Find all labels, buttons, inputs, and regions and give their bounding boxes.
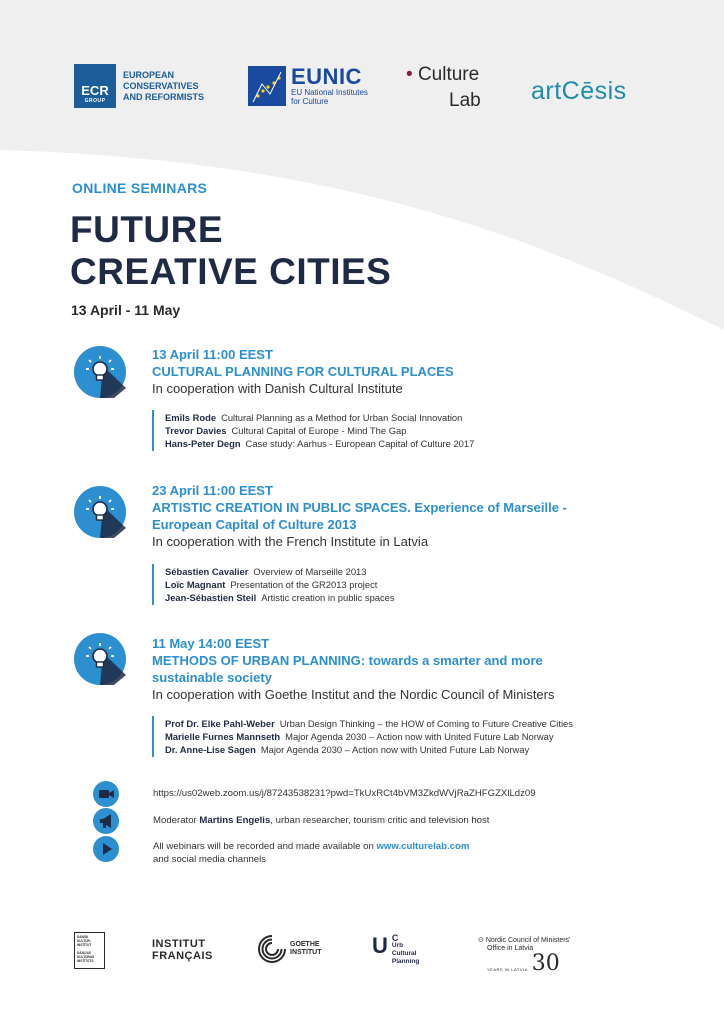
speaker-row: Emīls Rode Cultural Planning as a Method for Urban Social Innovation xyxy=(165,412,463,423)
session-3-speakers xyxy=(152,716,642,757)
eunic-wordmark: EUNIC EU National Institutes for Culture xyxy=(291,64,368,106)
nordic-mark-icon: ⊙ xyxy=(478,937,486,944)
eu-flag-icon xyxy=(248,66,286,106)
lightbulb-icon xyxy=(74,486,126,538)
institut-francais-logo: INSTITUT FRANÇAIS xyxy=(152,938,213,962)
artcesis-logo: artCēsis xyxy=(531,77,627,105)
speaker-row: Prof Dr. Elke Pahl-Weber Urban Design Thinking – the HOW of Coming to Future Creative Cities xyxy=(165,718,573,729)
session-2-speakers xyxy=(152,564,642,605)
speaker-row: Sébastien Cavalier Overview of Marseille 2013 xyxy=(165,566,367,577)
speaker-row: Hans-Peter Degn Case study: Aarhus - European Capital of Culture 2017 xyxy=(165,438,475,449)
session-1-header xyxy=(152,346,622,398)
date-range: 13 April - 11 May xyxy=(71,302,181,318)
speaker-row: Dr. Anne-Lise Sagen Major Agenda 2030 – Action now with United Future Lab Norway xyxy=(165,744,530,755)
speaker-row: Loïc Magnant Presentation of the GR2013 project xyxy=(165,579,378,590)
session-title: CULTURAL PLANNING FOR CULTURAL PLACES xyxy=(152,364,454,379)
megaphone-icon xyxy=(93,808,119,834)
session-cooperation: In cooperation with the French Institute in Latvia xyxy=(152,534,429,549)
session-date: 23 April 11:00 EEST xyxy=(152,483,273,498)
nordic-council-logo: ⊙ Nordic Council of Ministers' Office in Latvia YEARS IN LATVIA 30 xyxy=(478,937,571,976)
speaker-row: Trevor Davies Cultural Capital of Europe - Mind The Gap xyxy=(165,425,407,436)
lightbulb-icon xyxy=(74,633,126,685)
session-cooperation: In cooperation with Danish Cultural Institute xyxy=(152,381,403,396)
culturelab-logo: • Culture Lab xyxy=(406,64,481,111)
session-cooperation: In cooperation with Goethe Institut and the Nordic Council of Ministers xyxy=(152,687,555,702)
goethe-institut-logo: GOETHE INSTITUT xyxy=(258,935,322,963)
session-date: 11 May 14:00 EEST xyxy=(152,636,270,651)
zoom-link[interactable]: https://us02web.zoom.us/j/87243538231?pwd=TkUxRCt4bVM3ZkdWVjRaZHFGZXlLdz09 xyxy=(153,788,536,799)
urb-cultural-planning-logo: U C Urb Cultural Planning xyxy=(372,933,420,965)
recording-note: All webinars will be recorded and made available on www.culturelab.com and social media channels xyxy=(153,841,470,865)
ecr-logo xyxy=(74,64,204,108)
session-date: 13 April 11:00 EEST xyxy=(152,347,273,362)
goethe-mark-icon xyxy=(258,935,286,963)
page-title: FUTURE CREATIVE CITIES xyxy=(70,209,392,292)
speaker-row: Jean-Sébastien Steil Artistic creation in public spaces xyxy=(165,592,395,603)
speaker-row: Marielle Furnes Mannseth Major Agenda 2030 – Action now with United Future Lab Norway xyxy=(165,731,554,742)
kicker: ONLINE SEMINARS xyxy=(72,180,208,196)
session-3-header xyxy=(152,635,622,704)
session-title: sustainable society xyxy=(152,670,272,685)
video-camera-icon xyxy=(93,781,119,807)
lightbulb-icon xyxy=(74,346,126,398)
danish-cultural-institute-logo: DANSK KULTUR- INSTITUT DÁNIJAS KULTŪRAS INSTITŪTS xyxy=(74,932,105,969)
session-title: ARTISTIC CREATION IN PUBLIC SPACES. Experience of Marseille - xyxy=(152,500,567,515)
moderator-line: Moderator Martins Engelis, urban researcher, tourism critic and television host xyxy=(153,815,490,826)
session-title: METHODS OF URBAN PLANNING: towards a smarter and more xyxy=(152,653,543,668)
session-title: European Capital of Culture 2013 xyxy=(152,517,357,532)
culturelab-link[interactable]: www.culturelab.com xyxy=(376,841,470,852)
session-2-header xyxy=(152,482,622,551)
eunic-logo xyxy=(248,66,368,106)
ecr-mark: ECR GROUP xyxy=(74,64,116,108)
session-1-speakers xyxy=(152,410,642,451)
ecr-wordmark: EUROPEAN CONSERVATIVES AND REFORMISTS xyxy=(123,69,204,102)
play-icon xyxy=(93,836,119,862)
